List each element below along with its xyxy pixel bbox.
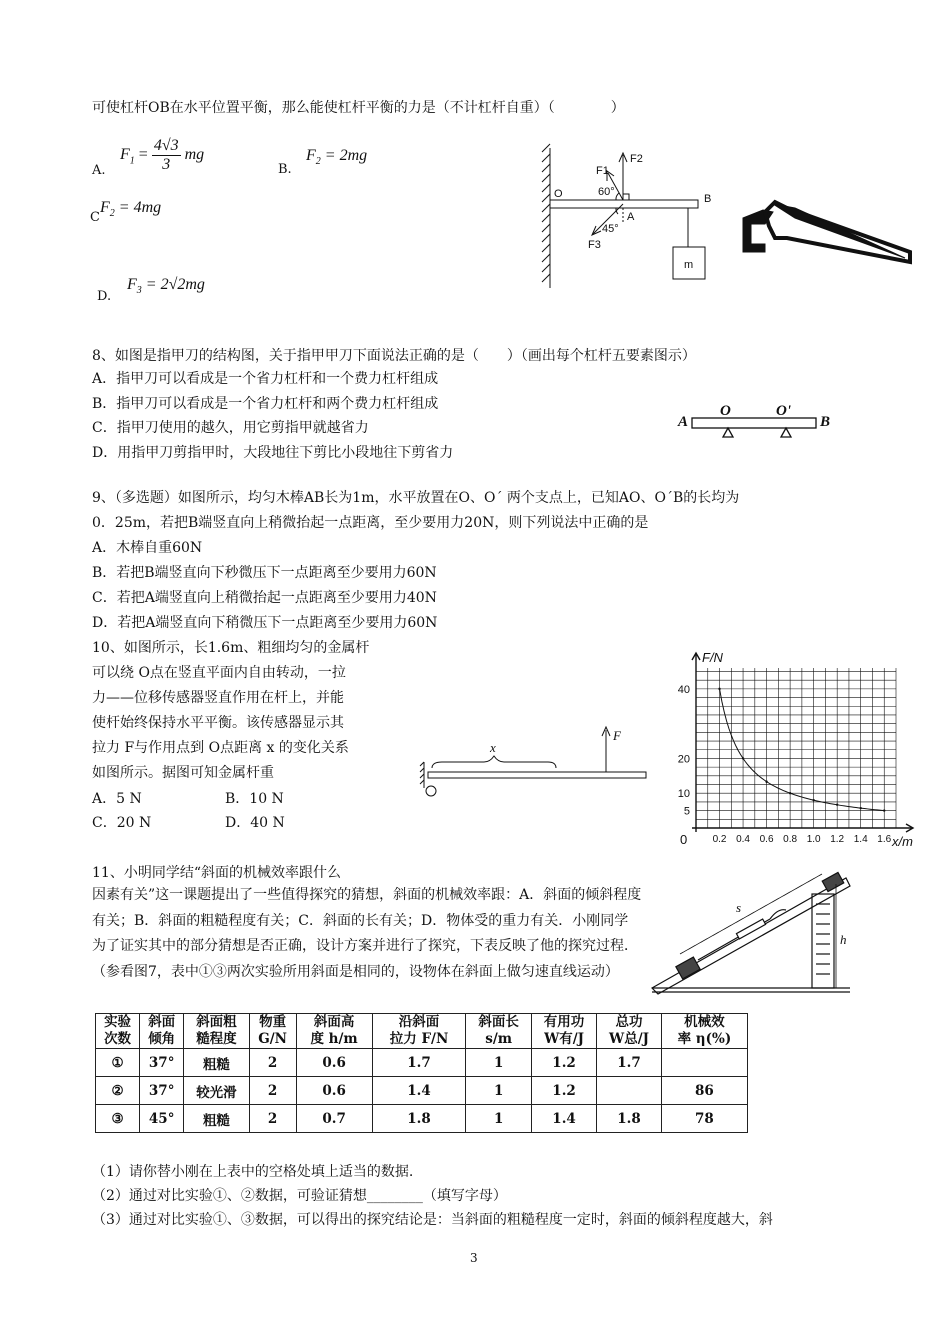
table-cell: 1.7	[597, 1049, 662, 1077]
chart-data-point	[789, 792, 791, 794]
y-tick-label: 5	[683, 805, 690, 818]
table-row	[96, 1077, 748, 1105]
lever-bar	[550, 200, 698, 208]
q7-option-a-formula: $F_1$ = $\frac{4√3}{3}$ mg	[120, 137, 205, 173]
table-cell: ③	[96, 1105, 140, 1133]
q7-stem: 可使杠杆OB在水平位置平衡，那么能使杠杆平衡的力是（不计杠杆自重）（ ）	[92, 100, 625, 116]
table-cell: 1.7	[372, 1049, 466, 1077]
y-tick-label: 20	[677, 753, 690, 766]
label-angle-60: 60°	[598, 186, 615, 198]
header-cell: 总功 W总/J	[597, 1014, 662, 1049]
table-cell: 较光滑	[184, 1077, 249, 1105]
label-o: O	[554, 188, 563, 200]
q7-option-b-formula: $F_2 = 2mg$	[306, 147, 368, 168]
label-f1: F1	[596, 165, 609, 177]
header-cell: 斜面粗 糙程度	[184, 1014, 249, 1049]
table-row	[96, 1105, 748, 1133]
header-cell: 斜面高 度 h/m	[296, 1014, 372, 1049]
table-cell: 1.4	[372, 1077, 466, 1105]
label-f: F	[613, 728, 621, 743]
chart-grid	[696, 668, 896, 828]
y-tick-label: 40	[677, 683, 690, 696]
chart-data-point	[718, 688, 720, 690]
label-a: A	[627, 211, 635, 223]
chart-data-point	[836, 803, 838, 805]
q8-stem: 8、如图是指甲刀的结构图，关于指甲甲刀下面说法正确的是（ ）（画出每个杠杆五要素图示）	[92, 348, 696, 364]
chart-data-point	[883, 809, 885, 811]
q9-option-a: A．木棒自重60N	[92, 540, 203, 556]
x-axis-label: x/m	[892, 834, 913, 849]
q7-option-c-formula: $F_2 = 4mg$	[100, 199, 162, 220]
q10-option-d: D．40 N	[225, 815, 285, 831]
table-cell	[597, 1077, 662, 1105]
q8-option-a: A．指甲刀可以看成是一个省力杠杆和一个费力杠杆组成	[92, 371, 439, 387]
q11-sub1: （1）请你替小刚在上表中的空格处填上适当的数据.	[92, 1164, 414, 1180]
chart-data-point	[860, 807, 862, 809]
block-bottom	[676, 957, 700, 979]
q8-option-d: D．用指甲刀剪指甲时，大段地往下剪比小段地往下剪省力	[92, 445, 454, 461]
q11-sub2: （2）通过对比实验①、②数据，可验证猜想________（填写字母）	[92, 1188, 507, 1204]
table-cell: 2	[249, 1049, 296, 1077]
table-cell: 78	[661, 1105, 747, 1133]
table-cell: 45°	[140, 1105, 184, 1133]
table-cell: 0.7	[296, 1105, 372, 1133]
header-cell: 实验 次数	[96, 1014, 140, 1049]
x-tick-label: 0.8	[783, 834, 798, 845]
q9-line2: 0．25m，若把B端竖直向上稍微抬起一点距离，至少要用力20N，则下列说法中正确的是	[92, 515, 649, 531]
chart-data-point	[742, 757, 744, 759]
label-o-prime: O'	[776, 403, 791, 419]
table-cell: 37°	[140, 1077, 184, 1105]
table-cell: 2	[249, 1077, 296, 1105]
header-cell: 斜面 倾角	[140, 1014, 184, 1049]
q9-option-d: D．若把A端竖直向下稍微压下一点距离至少要用力60N	[92, 615, 438, 631]
incline-figure	[650, 864, 856, 996]
x-tick-label: 0.6	[759, 834, 774, 845]
chart-data-point	[765, 781, 767, 783]
q10-option-a: A．5 N	[92, 791, 142, 807]
q9-option-c: C．若把A端竖直向上稍微抬起一点距离至少要用力40N	[92, 590, 437, 606]
header-cell: 物重 G/N	[249, 1014, 296, 1049]
q11-line1: 11、小明同学结“斜面的机械效率跟什么	[92, 865, 341, 881]
label-f3: F3	[588, 239, 601, 251]
x-tick-label: 0.2	[712, 834, 727, 845]
q8-option-b: B．指甲刀可以看成是一个省力杠杆和两个费力杠杆组成	[92, 396, 439, 412]
q9-option-b: B．若把B端竖直向下秒微压下一点距离至少要用力60N	[92, 565, 437, 581]
x-tick-label: 1.0	[806, 834, 821, 845]
q10-option-c: C．20 N	[92, 815, 152, 831]
q9-line1: 9、（多选题）如图所示，均匀木棒AB长为1m，水平放置在O、O´ 两个支点上，已知AO、O´B的长均为	[92, 490, 740, 506]
q10-option-b: B．10 N	[225, 791, 284, 807]
table-cell: 粗糙	[184, 1049, 249, 1077]
table-cell: ①	[96, 1049, 140, 1077]
q8-option-c: C．指甲刀使用的越久，用它剪指甲就越省力	[92, 420, 369, 436]
label-h: h	[840, 932, 847, 947]
x-tick-label: 1.6	[877, 834, 892, 845]
table-cell: 1	[466, 1049, 531, 1077]
label-x: x	[490, 740, 496, 755]
label-b: B	[704, 193, 712, 205]
label-b: B	[820, 414, 831, 430]
table-cell: 1.4	[531, 1105, 596, 1133]
header-cell: 斜面长 s/m	[466, 1014, 531, 1049]
q7-lever-figure	[530, 140, 730, 290]
q10-rod-figure	[418, 722, 650, 804]
table-cell: 粗糙	[184, 1105, 249, 1133]
table-cell: ②	[96, 1077, 140, 1105]
y-axis-label: F/N	[702, 650, 723, 665]
table-cell	[661, 1049, 747, 1077]
table-cell: 86	[661, 1077, 747, 1105]
table-cell: 1.8	[372, 1105, 466, 1133]
wall-hatching	[542, 144, 550, 282]
x-tick-label: 0.4	[736, 834, 751, 845]
label-a: A	[678, 414, 689, 430]
header-cell: 机械效 率 η(%)	[661, 1014, 747, 1049]
chart-data-point	[812, 799, 814, 801]
table-cell: 1.2	[531, 1077, 596, 1105]
chart-axes	[692, 653, 913, 832]
q10-line2: 可以绕 O点在竖直平面内自由转动，一拉	[92, 665, 346, 681]
rod-on-supports-figure	[676, 400, 836, 442]
table-header-row	[96, 1014, 748, 1049]
q10-line6: 如图所示。据图可知金属杆重	[92, 765, 274, 781]
table-cell: 1.2	[531, 1049, 596, 1077]
q10-line5: 拉力 F与作用点到 O点距离 x 的变化关系	[92, 740, 349, 756]
q7-option-b-label: B.	[278, 162, 292, 177]
x-tick-label: 1.4	[853, 834, 868, 845]
block-top	[822, 872, 844, 891]
experiment-table	[95, 1013, 748, 1133]
table-row	[96, 1049, 748, 1077]
q10-force-position-chart	[658, 645, 926, 860]
table-cell: 0.6	[296, 1077, 372, 1105]
header-cell: 有用功 W有/J	[531, 1014, 596, 1049]
table-cell: 1.8	[597, 1105, 662, 1133]
q10-line1: 10、如图所示，长1.6m、粗细均匀的金属杆	[92, 640, 370, 656]
q7-option-c-label: C	[90, 210, 100, 225]
label-m: m	[684, 259, 694, 271]
table-cell: 0.6	[296, 1049, 372, 1077]
q11-sub3: （3）通过对比实验①、③数据，可以得出的探究结论是：当斜面的粗糙程度一定时，斜面的倾斜程度越大，斜	[92, 1212, 773, 1228]
q7-option-a-label: A.	[92, 163, 106, 178]
table-cell: 1	[466, 1105, 531, 1133]
nail-clipper-figure	[735, 196, 915, 266]
table-cell: 1	[466, 1077, 531, 1105]
label-f2: F2	[630, 153, 643, 165]
label-angle-45: 45°	[602, 223, 619, 235]
label-s: s	[736, 900, 742, 915]
header-cell: 沿斜面 拉力 F/N	[372, 1014, 466, 1049]
table-cell: 2	[249, 1105, 296, 1133]
y-tick-label: 10	[677, 788, 690, 801]
q10-line4: 使杆始终保持水平平衡。该传感器显示其	[92, 715, 344, 731]
origin-label: 0	[680, 832, 688, 847]
q10-line3: 力——位移传感器竖直作用在杆上，并能	[92, 690, 344, 706]
q7-option-d-formula: $F_3 = 2√2mg$	[127, 276, 205, 297]
page-number: 3	[470, 1251, 478, 1265]
table-cell: 37°	[140, 1049, 184, 1077]
label-o: O	[720, 403, 731, 419]
q7-option-d-label: D.	[97, 289, 112, 304]
x-tick-label: 1.2	[830, 834, 845, 845]
q11-body: 因素有关”这一课题提出了一些值得探究的猜想，斜面的机械效率跟：A．斜面的倾斜程度有关；B．斜面的粗糙程度有关；C．斜面的长有关；D．物体受的重力有关．小刚同学为了证实其中的部分猜想是否正确，设计方案并进行了探究，下表反映了他的探究过程．（参看图7，表中①③两次实验所用斜面是相同的，设物体在斜面上做匀速直线运动）	[92, 887, 642, 980]
